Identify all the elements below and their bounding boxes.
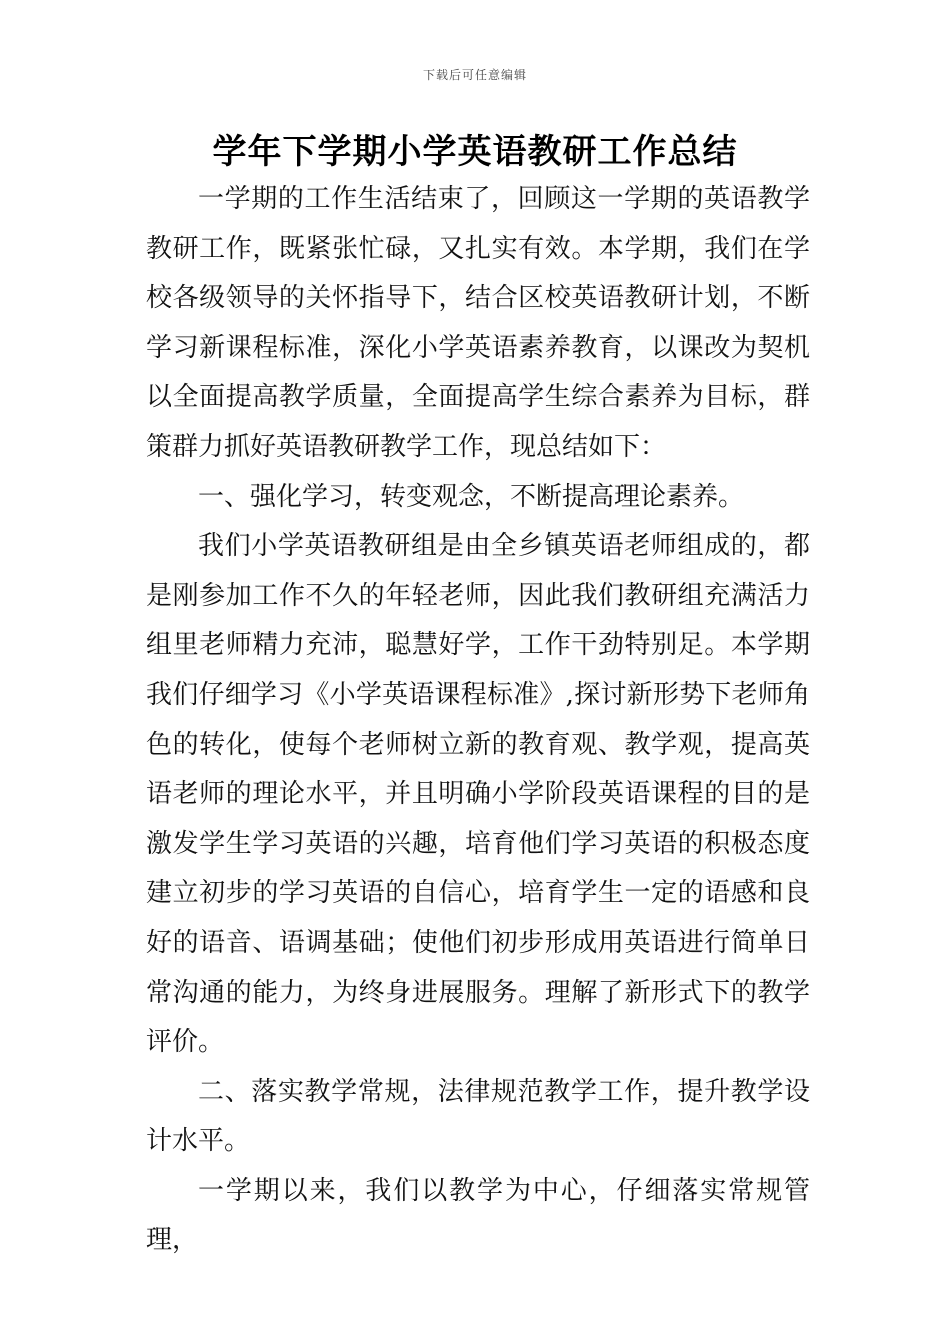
header-note: 下载后可任意编辑: [422, 68, 527, 82]
section-heading-2: 二、落实教学常规，法律规范教学工作，提升教学设计水平。: [146, 1076, 810, 1157]
paragraph-intro: 一学期的工作生活结束了，回顾这一学期的英语教学教研工作，既紧张忙碌，又扎实有效。本学期，我们在学校各级领导的关怀指导下，结合区校英语教研计划，不断学习新课程标准，深化小学英语素养教育，以课改为契机以全面提高教学质量，全面提高学生综合素养为目标，群策群力抓好英语教研教学工作，现总结如下：: [146, 184, 810, 462]
document-title: 学年下学期小学英语教研工作总结: [212, 132, 738, 172]
paragraph-section-1: 我们小学英语教研组是由全乡镇英语老师组成的，都是刚参加工作不久的年轻老师，因此我们教研组充满活力组里老师精力充沛，聪慧好学，工作干劲特别足。本学期我们仔细学习《小学英语课程标准》,探讨新形势下老师角色的转化，使每个老师树立新的教育观、教学观，提高英语老师的理论水平，并且明确小学阶段英语课程的目的是激发学生学习英语的兴趣，培育他们学习英语的积极态度建立初步的学习英语的自信心，培育学生一定的语感和良好的语音、语调基础；使他们初步形成用英语进行简单日常沟通的能力，为终身进展服务。理解了新形式下的教学评价。: [146, 531, 810, 1058]
paragraph-section-2: 一学期以来，我们以教学为中心，仔细落实常规管理，: [146, 1175, 810, 1256]
section-heading-1: 一、强化学习，转变观念，不断提高理论素养。: [198, 481, 745, 512]
document-body: [146, 175, 810, 1266]
